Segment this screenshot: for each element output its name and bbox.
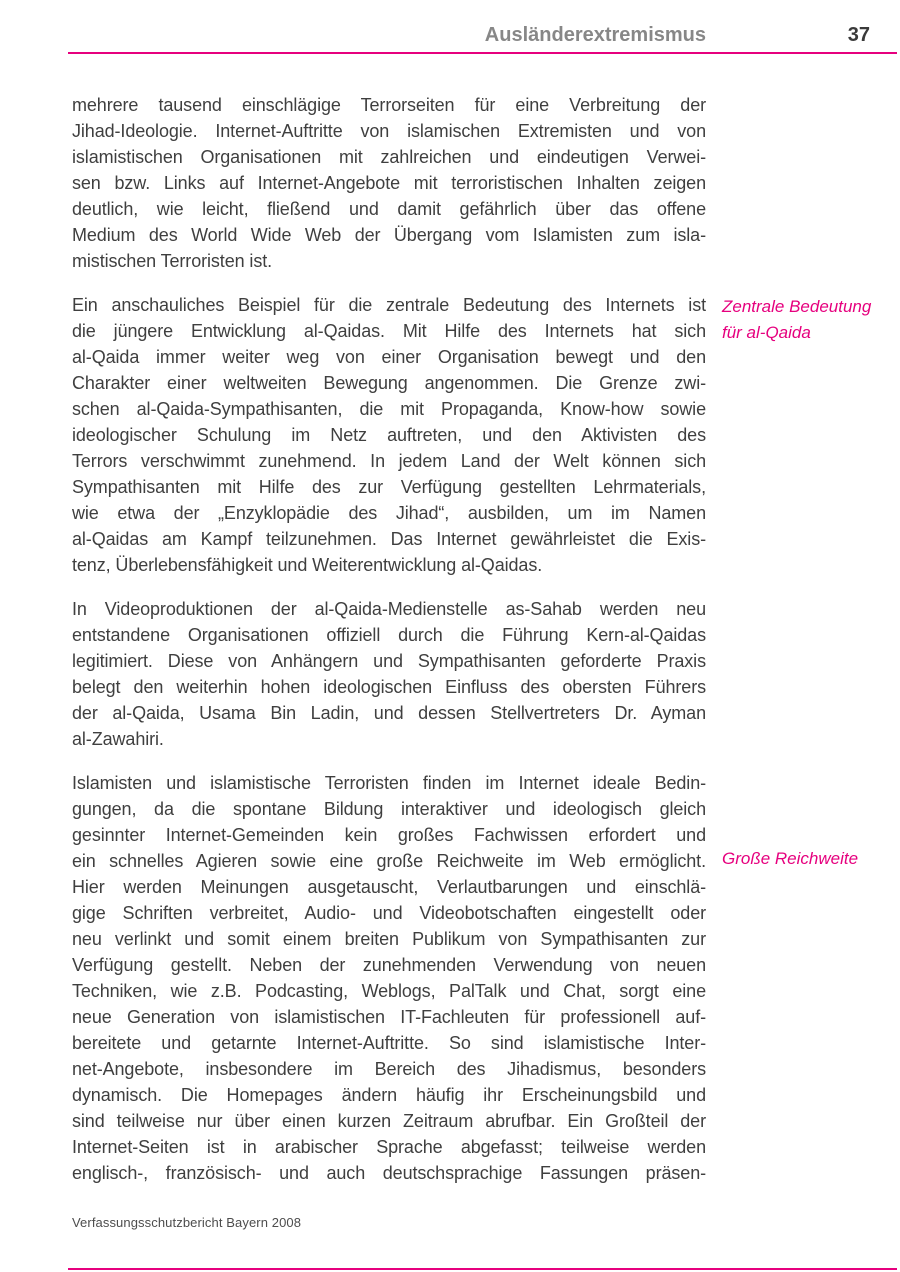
text-line: al-Zawahiri. xyxy=(72,729,164,749)
paragraph xyxy=(72,596,706,752)
text-line: Hier werden Meinungen ausgetauscht, Verlautbarungen und einschlä- xyxy=(72,877,706,897)
paragraph xyxy=(72,292,706,578)
text-line: sind teilweise nur über einen kurzen Zeitraum abrufbar. Ein Großteil der xyxy=(72,1111,706,1131)
text-line: gige Schriften verbreitet, Audio- und Videobotschaften eingestellt oder xyxy=(72,903,706,923)
text-line: Ein anschauliches Beispiel für die zentrale Bedeutung des Internets ist xyxy=(72,295,706,315)
text-line: Terrors verschwimmt zunehmend. In jedem Land der Welt können sich xyxy=(72,451,706,471)
margin-note: Zentrale Bedeutung für al-Qaida xyxy=(722,297,872,342)
text-line: dynamisch. Die Homepages ändern häufig ihr Erscheinungsbild und xyxy=(72,1085,706,1105)
text-line: belegt den weiterhin hohen ideologischen Einfluss des obersten Führers xyxy=(72,677,706,697)
text-line: Medium des World Wide Web der Übergang vom Islamisten zum isla- xyxy=(72,225,706,245)
text-line: mistischen Terroristen ist. xyxy=(72,251,273,271)
text-line: legitimiert. Diese von Anhängern und Sympathisanten geforderte Praxis xyxy=(72,651,706,671)
text-line: englisch-, französisch- und auch deutschsprachige Fassungen präsen- xyxy=(72,1163,706,1183)
text-line: gesinnter Internet-Gemeinden kein großes Fachwissen erfordert und xyxy=(72,825,706,845)
text-line: wie etwa der „Enzyklopädie des Jihad“, ausbilden, um im Namen xyxy=(72,503,706,523)
header-rule xyxy=(68,52,897,54)
text-line: ideologischer Schulung im Netz auftreten, und den Aktivisten des xyxy=(72,425,706,445)
body-text xyxy=(72,92,706,1204)
text-line: net-Angebote, insbesondere im Bereich des Jihadismus, besonders xyxy=(72,1059,706,1079)
page-number: 37 xyxy=(847,24,870,46)
text-line: bereitete und getarnte Internet-Auftritte. So sind islamistische Inter- xyxy=(72,1033,706,1053)
text-line: In Videoproduktionen der al-Qaida-Medienstelle as-Sahab werden neu xyxy=(72,599,706,619)
text-line: Jihad-Ideologie. Internet-Auftritte von islamischen Extremisten und von xyxy=(72,121,706,141)
text-line: neu verlinkt und somit einem breiten Publikum von Sympathisanten zur xyxy=(72,929,706,949)
text-line: al-Qaidas am Kampf teilzunehmen. Das Internet gewährleistet die Exis- xyxy=(72,529,706,549)
footer-report-title: Verfassungsschutzbericht Bayern 2008 xyxy=(72,1215,302,1230)
margin-note: Große Reichweite xyxy=(722,849,859,868)
text-line: Sympathisanten mit Hilfe des zur Verfügung gestellten Lehrmaterials, xyxy=(72,477,706,497)
text-line: mehrere tausend einschlägige Terrorseiten für eine Verbreitung der xyxy=(72,95,706,115)
text-line: Techniken, wie z.B. Podcasting, Weblogs, PalTalk und Chat, sorgt eine xyxy=(72,981,706,1001)
text-line: Islamisten und islamistische Terroristen finden im Internet ideale Bedin- xyxy=(72,773,706,793)
text-line: entstandene Organisationen offiziell durch die Führung Kern-al-Qaidas xyxy=(72,625,706,645)
paragraph xyxy=(72,92,706,274)
text-line: der al-Qaida, Usama Bin Ladin, und dessen Stellvertreters Dr. Ayman xyxy=(72,703,706,723)
text-line: islamistischen Organisationen mit zahlreichen und eindeutigen Verwei- xyxy=(72,147,706,167)
text-line: Internet-Seiten ist in arabischer Sprache abgefasst; teilweise werden xyxy=(72,1137,706,1157)
text-line: Verfügung gestellt. Neben der zunehmenden Verwendung von neuen xyxy=(72,955,706,975)
footer-rule xyxy=(68,1268,897,1270)
text-line: gungen, da die spontane Bildung interaktiver und ideologisch gleich xyxy=(72,799,706,819)
text-line: die jüngere Entwicklung al-Qaidas. Mit Hilfe des Internets hat sich xyxy=(72,321,706,341)
text-line: schen al-Qaida-Sympathisanten, die mit Propaganda, Know-how sowie xyxy=(72,399,706,419)
text-line: ein schnelles Agieren sowie eine große Reichweite im Web ermöglicht. xyxy=(72,851,706,871)
paragraph xyxy=(72,770,706,1186)
text-line: al-Qaida immer weiter weg von einer Organisation bewegt und den xyxy=(72,347,706,367)
text-line: tenz, Überlebensfähigkeit und Weiterentwicklung al-Qaidas. xyxy=(72,555,543,575)
header-section-title: Ausländerextremismus xyxy=(484,24,706,46)
text-line: Charakter einer weltweiten Bewegung angenommen. Die Grenze zwi- xyxy=(72,373,706,393)
text-line: sen bzw. Links auf Internet-Angebote mit terroristischen Inhalten zeigen xyxy=(72,173,706,193)
text-line: deutlich, wie leicht, fließend und damit gefährlich über das offene xyxy=(72,199,706,219)
text-line: neue Generation von islamistischen IT-Fachleuten für professionell auf- xyxy=(72,1007,706,1027)
